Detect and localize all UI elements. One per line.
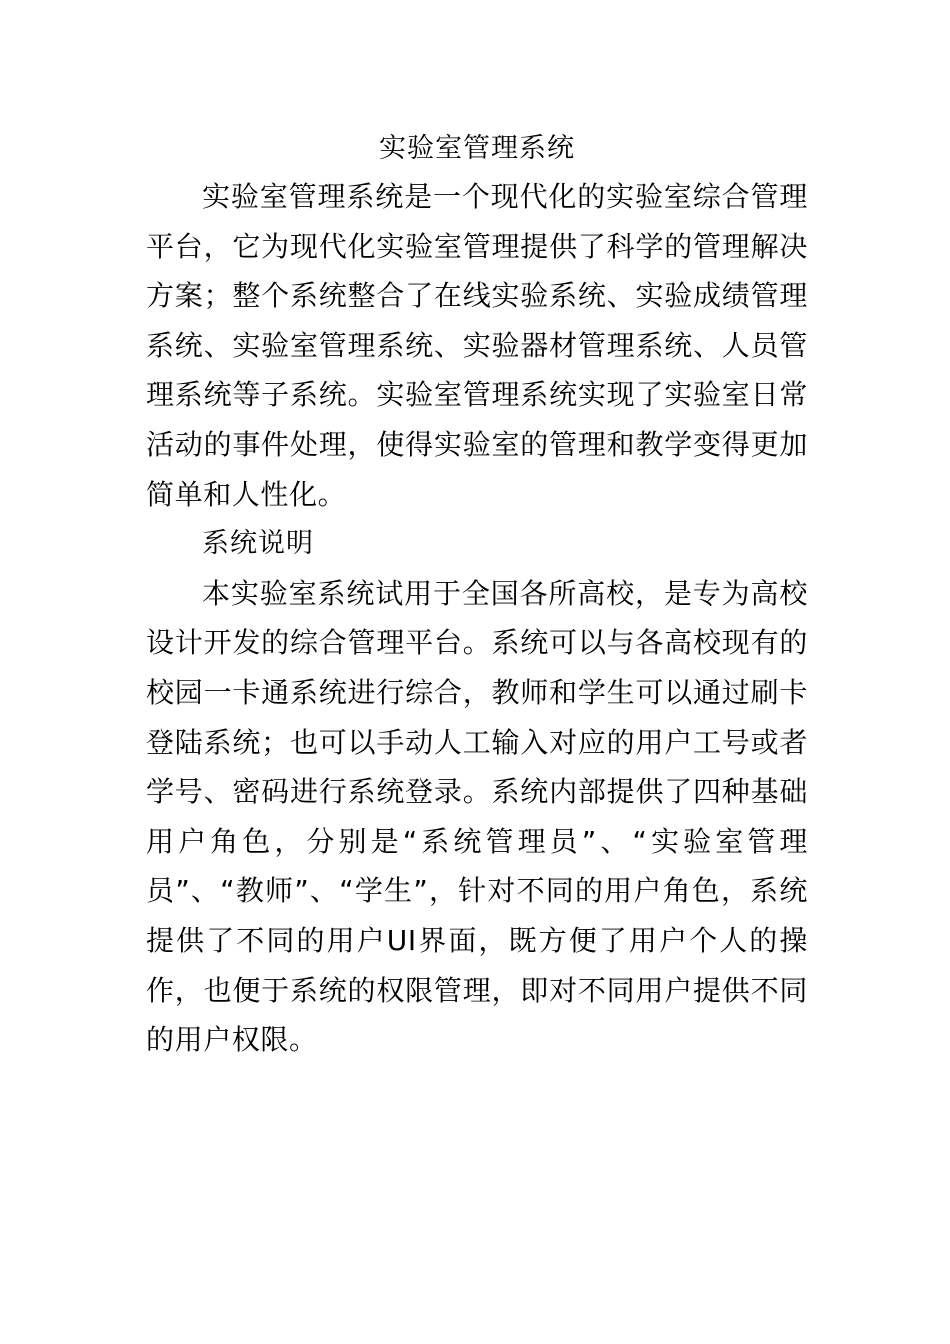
description-paragraph: 本实验室系统试用于全国各所高校，是专为高校设计开发的综合管理平台。系统可以与各高校现有的校园一卡通系统进行综合，教师和学生可以通过刷卡登陆系统；也可以手动人工输入对应的用户工号或者学号、密码进行系统登录。系统内部提供了四种基础用户角色，分别是“系统管理员”、“实验室管理员”、“教师”、“学生”，针对不同的用户角色，系统提供了不同的用户UI界面，既方便了用户个人的操作，也便于系统的权限管理，即对不同用户提供不同的用户权限。 [146, 576, 808, 1057]
document-title: 实验室管理系统 [379, 133, 575, 164]
intro-paragraph: 实验室管理系统是一个现代化的实验室综合管理平台，它为现代化实验室管理提供了科学的管理解决方案；整个系统整合了在线实验系统、实验成绩管理系统、实验室管理系统、实验器材管理系统、人员管理系统等子系统。实验室管理系统实现了实验室日常活动的事件处理，使得实验室的管理和教学变得更加简单和人性化。 [146, 180, 808, 511]
section-heading: 系统说明 [202, 528, 314, 560]
document-page [146, 126, 808, 1065]
